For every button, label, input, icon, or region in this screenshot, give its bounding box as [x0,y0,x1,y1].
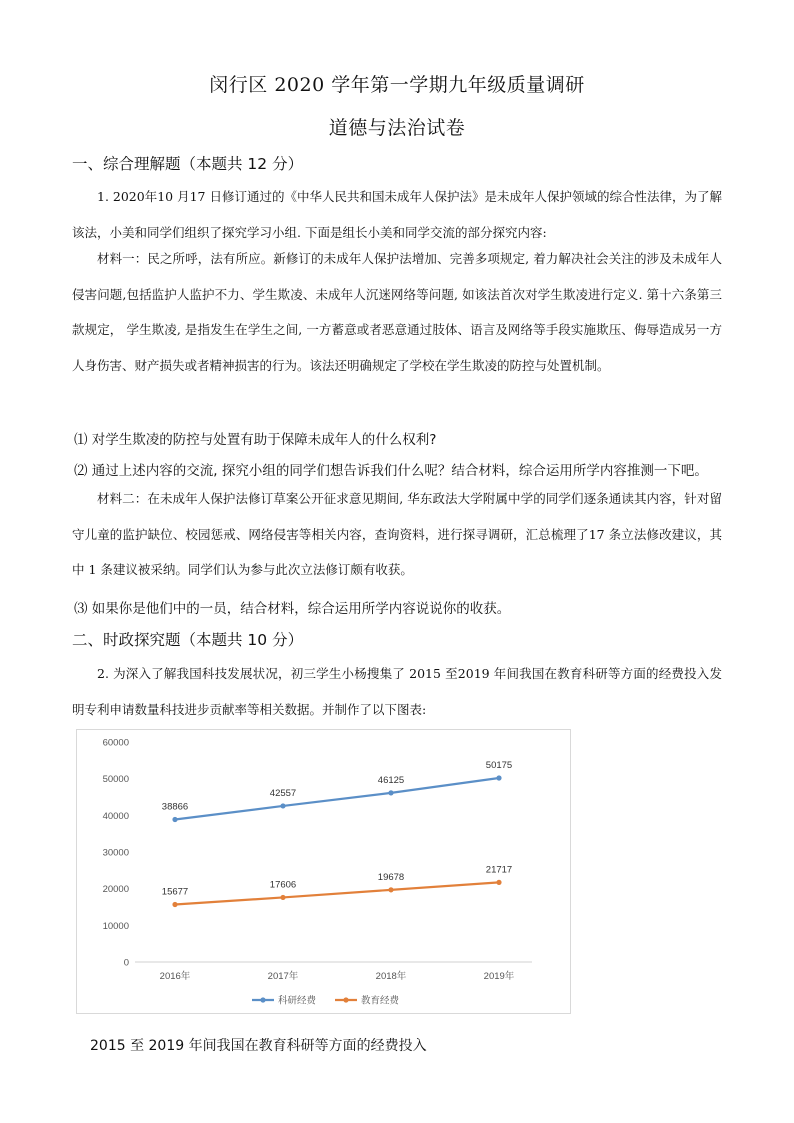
data-label: 50175 [485,760,513,772]
y-tick-label: 40000 [102,810,129,822]
y-tick-label: 50000 [102,774,129,786]
legend-label: 科研经费 [278,995,317,1007]
chart-caption: 2015 至 2019 年间我国在教育科研等方面的经费投入 [90,1038,427,1054]
material2-text: 材料二：在未成年人保护法修订草案公开征求意见期间, 华东政法大学附属中学的同学们逐条通读其内容，针对留守儿童的监护缺位、校园惩戒、网络侵害等相关内容，查询资料，进行探寻调研，汇总梳理了17 条立法修改建议，其中 1 条建议被采纳。同学们认为参与此次立法修订颇有收获。 [72,491,722,577]
x-tick-label: 2016年 [159,971,191,982]
data-point [280,803,285,808]
series-line [175,778,499,819]
question1-intro: 1. 2020年10 月17 日修订通过的《中华人民共和国未成年人保护法》是未成年人保护领域的综合性法律，为了解该法，小美和同学们组织了探究学习小组. 下面是组长小美和同学交流的部分探究内容: [72,189,722,240]
data-point [280,895,285,900]
data-point [496,880,501,885]
legend-marker [343,997,348,1002]
data-label: 46125 [377,774,405,786]
question1-part1: ⑴ 对学生欺凌的防控与处置有助于保障未成年人的什么权利? [74,432,437,448]
funding-line-chart [76,729,571,1014]
chart-canvas [77,730,570,1013]
question1-part3: ⑶ 如果你是他们中的一员，结合材料，综合运用所学内容说说你的收获。 [74,601,511,617]
data-label: 42557 [269,787,297,799]
data-label: 38866 [161,801,189,813]
x-tick-label: 2018年 [375,971,407,982]
y-tick-label: 30000 [102,847,129,859]
section1-heading: 一、综合理解题（本题共 12 分） [72,155,304,173]
y-tick-label: 60000 [102,737,129,749]
y-tick-label: 10000 [102,920,129,932]
data-point [172,902,177,907]
material1-text: 材料一：民之所呼，法有所应。新修订的未成年人保护法增加、完善多项规定, 着力解决社会关注的涉及未成年人侵害问题,包括监护人监护不力、学生欺凌、未成年人沉迷网络等问题, 如该法首次对学生欺凌进行定义. 第十六条第三款规定， 学生欺凌, 是指发生在学生之间, 一方蓄意或者恶意通过肢体、语言及网络等手段实施欺压、侮辱造成另一方人身伤害、财产损失或者精神损害的行为。该法还明确规定了学校在学生欺凌的防控与处置机制。 [72,251,722,373]
x-tick-label: 2019年 [483,971,515,982]
data-point [388,790,393,795]
data-point [388,887,393,892]
data-label: 17606 [269,879,297,891]
question1-part2: ⑵ 通过上述内容的交流, 探究小组的同学们想告诉我们什么呢？结合材料，综合运用所学内容推测一下吧。 [74,463,708,479]
data-point [172,817,177,822]
exam-title: 闵行区 2020 学年第一学期九年级质量调研 [209,74,585,96]
section2-heading: 二、时政探究题（本题共 10 分） [72,631,304,649]
legend-marker [260,997,265,1002]
data-label: 19678 [377,871,405,883]
y-tick-label: 20000 [102,884,129,896]
exam-subtitle: 道德与法治试卷 [328,117,466,139]
y-tick-label: 0 [123,957,129,969]
data-label: 21717 [485,864,513,876]
x-tick-label: 2017年 [267,971,299,982]
data-point [496,775,501,780]
legend-label: 教育经费 [361,995,400,1007]
data-label: 15677 [161,886,189,898]
series-line [175,882,499,904]
question2-intro: 2. 为深入了解我国科技发展状况，初三学生小杨搜集了 2015 至2019 年间我国在教育科研等方面的经费投入发明专利申请数量科技进步贡献率等相关数据。并制作了以下图表: [72,666,722,717]
